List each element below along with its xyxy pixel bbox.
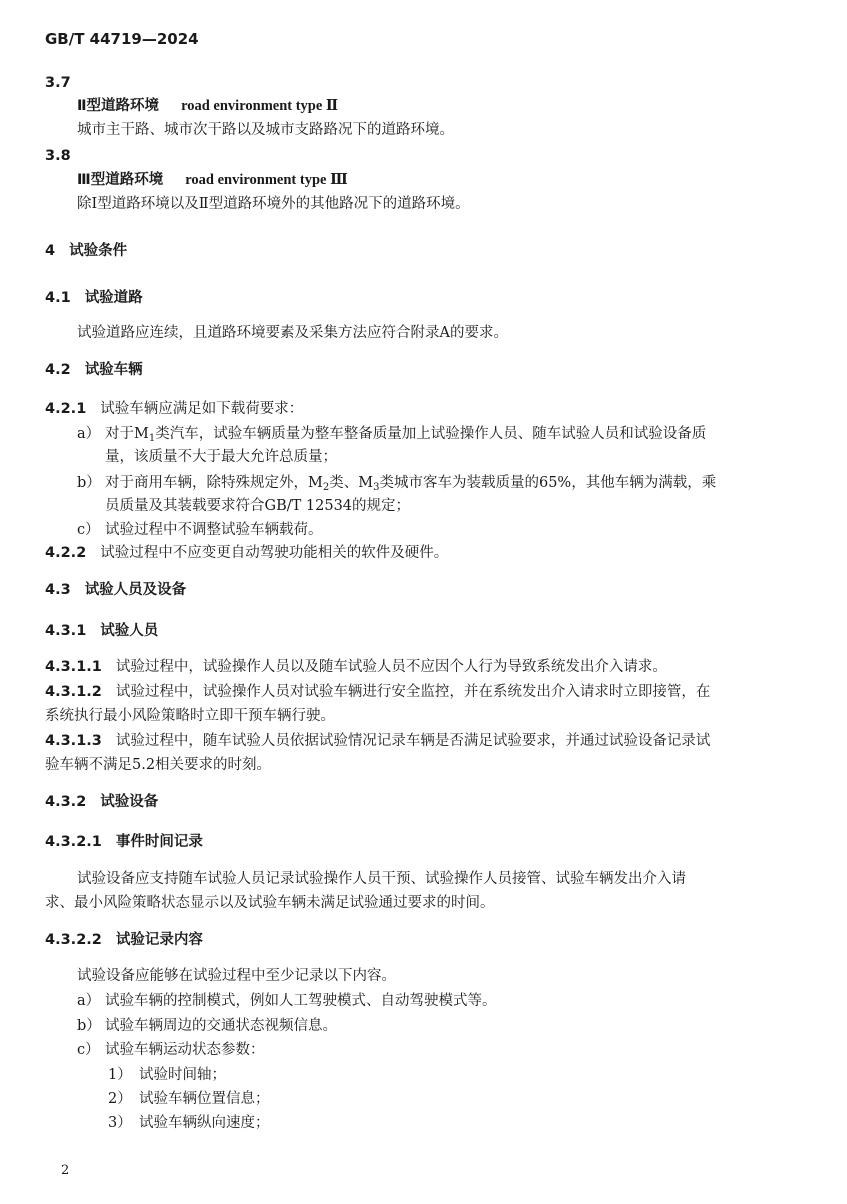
subsection-number: 4.3.1 [45, 623, 87, 639]
sublist-marker: 1） [108, 1067, 132, 1083]
term-definition: 除Ⅰ型道路环境以及Ⅱ型道路环境外的其他路况下的道路环境。 [77, 196, 470, 212]
subsection-title: 试验道路 [84, 290, 143, 306]
paragraph: 试验道路应连续，且道路环境要素及采集方法应符合附录A的要求。 [77, 325, 508, 341]
clause-number: 4.3.1.3 [45, 733, 102, 749]
list-marker: b） [77, 1018, 101, 1034]
list-item-text: 量，该质量不大于最大允许总质量； [105, 449, 337, 465]
list-marker: b） [77, 475, 101, 491]
term-english: road environment type Ⅱ [181, 98, 339, 114]
subsection-title: 事件时间记录 [115, 834, 203, 850]
clause-number: 4.2.2 [45, 545, 87, 561]
list-marker: a） [77, 426, 101, 442]
subsection-heading [45, 832, 203, 852]
standard-number: GB/T 44719—2024 [45, 30, 199, 48]
subsection-title: 试验车辆 [84, 362, 143, 378]
clause [45, 731, 710, 751]
subsection-number: 4.3.2.2 [45, 932, 102, 948]
subsection-heading [45, 621, 158, 641]
clause-number: 4.3.1.1 [45, 659, 102, 675]
subsection-title: 试验人员 [100, 623, 159, 639]
section-heading [45, 241, 127, 261]
sublist-marker: 2） [108, 1091, 132, 1107]
list-item-text: 试验车辆周边的交通状态视频信息。 [105, 1018, 337, 1034]
list-item-text: 试验车辆运动状态参数： [105, 1042, 265, 1058]
term-definition: 城市主干路、城市次干路以及城市支路路况下的道路环境。 [77, 122, 454, 138]
paragraph: 试验设备应能够在试验过程中至少记录以下内容。 [77, 968, 396, 984]
clause-number: 3.8 [45, 148, 71, 164]
clause [45, 543, 448, 563]
subsection-title: 试验人员及设备 [84, 582, 187, 598]
sublist-item-text: 试验车辆位置信息； [139, 1091, 270, 1107]
subsection-heading [45, 360, 143, 380]
subsection-number: 4.3 [45, 582, 71, 598]
term-heading [77, 170, 348, 190]
paragraph: 试验设备应支持随车试验人员记录试验操作人员干预、试验操作人员接管、试验车辆发出介入请 [77, 871, 686, 887]
list-marker: c） [77, 522, 100, 538]
subsection-number: 4.1 [45, 290, 71, 306]
paragraph: 求、最小风险策略状态显示以及试验车辆未满足试验通过要求的时间。 [45, 895, 495, 911]
list-marker: a） [77, 993, 101, 1009]
term-chinese: Ⅱ型道路环境 [77, 98, 160, 114]
subsection-number: 4.3.2 [45, 794, 87, 810]
clause-text: 试验过程中，随车试验人员依据试验情况记录车辆是否满足试验要求，并通过试验设备记录试 [115, 733, 711, 749]
list-item-text: 试验过程中不调整试验车辆载荷。 [105, 522, 323, 538]
clause-text: 验车辆不满足5.2相关要求的时刻。 [45, 757, 272, 773]
term-heading [77, 96, 338, 116]
clause-number: 4.2.1 [45, 401, 87, 417]
term-english: road environment type Ⅲ [185, 172, 348, 188]
section-title: 试验条件 [69, 243, 128, 259]
clause-text: 试验车辆应满足如下载荷要求： [100, 401, 304, 417]
list-marker: c） [77, 1042, 100, 1058]
subsection-title: 试验记录内容 [115, 932, 203, 948]
section-number: 4 [45, 243, 56, 259]
subsection-number: 4.2 [45, 362, 71, 378]
clause-number: 4.3.1.2 [45, 684, 102, 700]
subsection-heading [45, 288, 143, 308]
sublist-item-text: 试验时间轴； [139, 1067, 226, 1083]
list-item-text: 对于商用车辆，除特殊规定外，$M_2$类、$M_3$类城市客车为装载质量的65%，其他车辆为满载，乘 [105, 475, 717, 493]
clause-text: 试验过程中，试验操作人员以及随车试验人员不应因个人行为导致系统发出介入请求。 [115, 659, 667, 675]
clause-text: 系统执行最小风险策略时立即干预车辆行驶。 [45, 708, 335, 724]
list-item-text: 试验车辆的控制模式，例如人工驾驶模式、自动驾驶模式等。 [105, 993, 497, 1009]
clause-number: 3.7 [45, 75, 71, 91]
subsection-title: 试验设备 [100, 794, 159, 810]
term-chinese: Ⅲ型道路环境 [77, 172, 164, 188]
subsection-heading [45, 792, 158, 812]
page-number: 2 [61, 1163, 70, 1178]
clause [45, 657, 667, 677]
subsection-heading [45, 580, 186, 600]
clause-text: 试验过程中，试验操作人员对试验车辆进行安全监控，并在系统发出介入请求时立即接管，在 [115, 684, 711, 700]
list-item-text: 员质量及其装载要求符合GB/T 12534的规定； [105, 498, 411, 514]
clause-text: 试验过程中不应变更自动驾驶功能相关的软件及硬件。 [100, 545, 449, 561]
clause [45, 399, 303, 419]
sublist-item-text: 试验车辆纵向速度； [139, 1115, 270, 1131]
clause [45, 682, 710, 702]
subsection-number: 4.3.2.1 [45, 834, 102, 850]
list-item-text: 对于$M_1$类汽车，试验车辆质量为整车整备质量加上试验操作人员、随车试验人员和试验设备质 [105, 426, 707, 444]
subsection-heading [45, 930, 203, 950]
sublist-marker: 3） [108, 1115, 132, 1131]
